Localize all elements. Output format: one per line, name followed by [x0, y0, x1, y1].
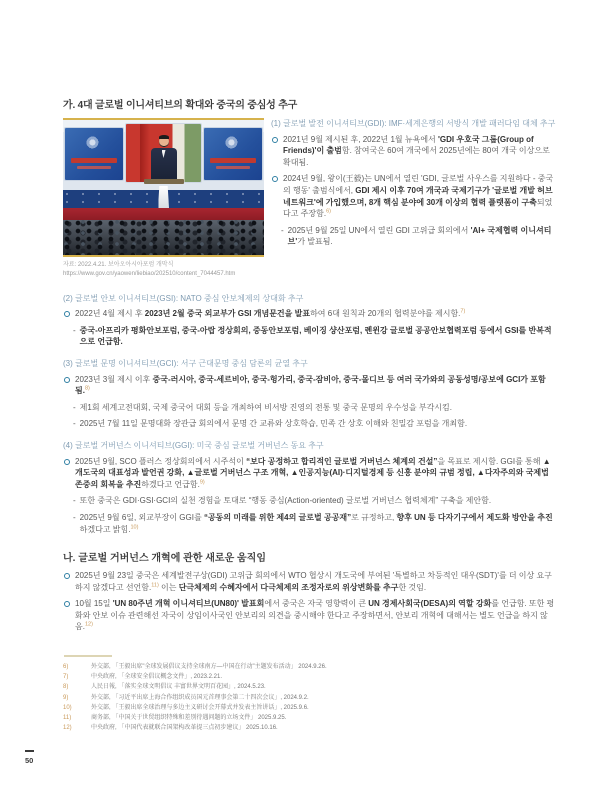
section-gdi-bullets [271, 134, 557, 248]
bullet-text: 2022년 4월 제시 후 2023년 2월 중국 외교부가 GSI 개념문건을 발표하여 6대 원칙과 20개의 협력분야를 제시함.$^{7)}$ [75, 308, 466, 319]
bullet-text: 제1회 세계고전대회, 국제 중국어 대회 등을 개최하여 비서방 진영의 전통 및 중국 문명의 우수성을 부각시킴. [79, 402, 452, 412]
footnote-number: 12) [63, 725, 72, 732]
footnote-item [63, 723, 557, 733]
circle-bullet-icon [64, 377, 70, 383]
podium [158, 186, 169, 208]
page-number: 50 [25, 755, 34, 765]
dash-bullet-icon: - [73, 419, 76, 429]
footnote-item [63, 662, 557, 672]
circle-bullet-icon [64, 601, 70, 607]
bullet-item [271, 173, 557, 219]
bullet-text: 중국-아프리카 평화안보포럼, 중국-아랍 정상회의, 중동안보포럼, 베이징 샹산포럼, 롄윈강 글로벌 공공안보협력포럼 등에서 GSI를 반복적으로 언급함. [79, 325, 552, 347]
bullet-item [63, 308, 557, 320]
circle-bullet-icon [64, 459, 70, 465]
section-gci [63, 358, 557, 430]
section-ggi-bullets [63, 456, 557, 536]
bullet-text: 2025년 9월 23일 중국은 세계발전구상(GDI) 고위급 회의에서 WTO 협상시 개도국에 부여된 '특별하고 차등적인 대우(SDT)'를 더 이상 요구하지 않겠다고 선언함.$^{11)}$ 이는 단극체제의 수혜자에서 다극체제의 조정자로의 위상변화를 추구한 것임. [75, 571, 552, 592]
sub-bullet-item [63, 418, 557, 430]
screen-banner-text [71, 158, 117, 163]
dash-bullet-icon: - [73, 325, 76, 335]
boao-forum-photo [63, 118, 264, 257]
stage-screen-left [65, 128, 123, 180]
boao-logo-icon [225, 136, 241, 152]
stage-red-carpet [63, 208, 264, 220]
sub-bullet-item [63, 325, 557, 348]
footnote-number: 11) [63, 715, 72, 721]
sub-bullet-item [63, 512, 557, 535]
screen-banner-text [210, 158, 256, 163]
sub-bullet-item [63, 495, 557, 507]
bullet-item [63, 456, 557, 491]
footnote-text: 外交部, 「王毅出席"全球发展倡议支持全球南方—中国在行动"主题发布活动」 2024.9.26. [91, 664, 327, 671]
section-ggi-title: (4) 글로벌 거버넌스 이니셔티브(GGI): 미국 중심 글로벌 거버넌스 동요 추구 [63, 440, 324, 450]
footnote-separator [64, 655, 112, 657]
bullet-text: 2023년 3월 제시 이후 중국-러시아, 중국-세르비아, 중국-헝가리, 중국-잠비아, 중국-몰디브 등 여러 국가와의 공동성명/공보에 GCI가 포함됨.$^{8)}$ [75, 374, 546, 396]
footnote-item [63, 693, 557, 703]
footnote-text: 外交部, 「习近平出席上海合作组织成员国元首理事会第二十四次会议」, 2024.9.2. [91, 694, 309, 701]
china-flag [140, 124, 150, 182]
circle-bullet-icon [64, 311, 70, 317]
sub-bullet-item [63, 402, 557, 414]
bullet-text: 2025년 9월, SCO 플러스 정상회의에서 시주석이 “보다 공정하고 합리적인 글로벌 거버넌스 체계의 건설”을 목표로 제시함. GGI를 통해 ▲개도국의 대표성과 발언권 강화, ▲글로벌 거버넌스 구조 개혁, ▲인공지능(AI)·디지털경제 등 신흥 분야의 규범 정립, ▲다자주의와 국제법 존중의 회복을 추진하겠다고 언급함.$^{9)}$ [75, 456, 551, 489]
boao-logo-icon [86, 136, 102, 152]
bullet-text: 2021년 9월 제시된 후, 2022년 1월 뉴욕에서 'GDI 우호국 그룹(Group of Friends)'이 출범함. 참여국은 60여 개국에서 2025년에는 80여 개국 이상으로 확대됨. [283, 134, 550, 167]
footnote-text: 外交部, 「王毅出席全球治理与多边主义研讨会开幕式并发表主旨讲话」, 2025.9.6. [91, 704, 309, 711]
section-a-heading: 가. 4대 글로벌 이니셔티브의 확대와 중국의 중심성 추구 [63, 100, 298, 111]
circle-bullet-icon [272, 176, 278, 182]
section-gdi-title: (1) 글로벌 발전 이니셔티브(GDI): IMF·세계은행의 서방식 개발 패러다임 대체 추구 [271, 119, 556, 128]
bullet-text: 2025년 7월 11일 문명대화 장관급 회의에서 문명 간 교류와 상호학습, 민족 간 상호 이해와 친밀감 포럼을 개최함. [79, 419, 468, 429]
screen-banner-subtext [77, 166, 111, 169]
bullet-text: 2024년 9월, 왕이(王毅)는 UN에서 열린 'GDI, 글로벌 사우스를 지원하다 - 중국의 행동' 출범식에서, GDI 제시 이후 70여 개국과 국제기구가 '글로벌 개발 허브 네트워크'에 가입했으며, 8개 핵심 분야에 30개 이상의 협력 플랫폼이 구축되었다고 주장함.$^{6)}$ [283, 174, 554, 219]
footnote-list [63, 662, 557, 733]
footnote-number: 10) [63, 704, 72, 711]
bullet-item [63, 598, 557, 633]
bullet-text: 또한 중국은 GDI·GSI·GCI의 실천 경험을 토대로 “행동 중심(Action-oriented) 글로벌 거버넌스 협력체계” 구축을 제안함. [79, 496, 492, 506]
photo-figure [63, 118, 264, 280]
photo-caption-url: https://www.gov.cn/yaowen/liebiao/202510/content_7044457.htm [63, 271, 236, 278]
bullet-text: 2025년 9월 6일, 외교부장이 GGI를 “공동의 미래를 위한 제4의 글로벌 공공재”로 규정하고, 향후 UN 등 다자기구에서 제도화 방안을 추진하겠다고 밝힘.$^{10)}$ [79, 512, 553, 534]
stage-screen-center [126, 124, 201, 182]
bullet-text: 2025년 9월 25일 UN에서 열린 GDI 고위급 회의에서 'AI+ 국제협력 이니셔티브'가 발표됨. [287, 225, 552, 247]
circle-bullet-icon [64, 573, 70, 579]
dash-bullet-icon: - [73, 512, 76, 522]
screen-banner-subtext [216, 166, 250, 169]
stage-screen-right [204, 128, 262, 180]
dash-bullet-icon: - [73, 402, 76, 412]
footnote-item [63, 713, 557, 723]
section-b-heading: 나. 글로벌 거버넌스 개혁에 관한 새로운 움직임 [63, 553, 266, 565]
section-gsi [63, 293, 557, 348]
dash-bullet-icon: - [281, 225, 284, 235]
page-footer [25, 750, 34, 765]
speaker-on-screen [151, 136, 177, 182]
section-gdi [271, 118, 557, 253]
speaker-hair [159, 135, 169, 139]
footnote-number: 8) [63, 684, 69, 691]
section-gci-bullets [63, 374, 557, 430]
footnote-text: 中央政府, 「中国代表就联合国架构改革提三点初步建议」 2025.10.16. [91, 725, 278, 732]
sub-bullet-item [271, 225, 557, 248]
bullet-text: 10월 15일 'UN 80주년 개혁 이니셔티브(UN80)' 발표회에서 중국은 자국 영향력이 큰 UN 경제사회국(DESA)의 역할 강화를 언급함. 또한 평화와 안보 이슈 관련해선 자국이 상임이사국인 안보리의 의견을 중시해야 한다고 주장하면서, 안보리 개혁에 대해서는 별도 언급을 하지 않음.$^{12)}$ [75, 599, 555, 632]
footnote-text: 中央政府, 「全球安全倡议概念文件」, 2023.2.21. [91, 674, 223, 681]
footnote-number: 7) [63, 674, 69, 681]
top-two-column-area [63, 118, 557, 280]
photo-caption [63, 261, 264, 280]
footnote-text: 商务部, 「中国关于世贸组织特殊和差别待遇问题的立场文件」 2025.9.25. [91, 715, 287, 721]
section-gci-title: (3) 글로벌 문명 이니셔티브(GCI): 서구 근대문명 중심 담론의 균열 추구 [63, 358, 308, 368]
footnote-text: 人民日報, 「落实全球文明倡议 丰富世界文明百花园」, 2024.5.23. [91, 684, 266, 691]
footnote-number: 9) [63, 694, 69, 701]
bullet-item [271, 134, 557, 169]
circle-bullet-icon [272, 137, 278, 143]
section-gsi-title: (2) 글로벌 안보 이니셔티브(GSI): NATO 중심 안보체제의 상대화 추구 [63, 293, 304, 303]
footnote-item [63, 672, 557, 682]
footnote-item [63, 703, 557, 713]
photo-caption-source: 자료: 2022.4.21. 보아오아시아포럼 개막식 [63, 262, 174, 268]
dash-bullet-icon: - [73, 496, 76, 506]
footnote-item [63, 682, 557, 692]
section-gsi-bullets [63, 308, 557, 348]
section-b-bullets [63, 570, 557, 633]
bullet-item [63, 570, 557, 593]
audience-crowd [63, 220, 264, 255]
section-ggi [63, 440, 557, 535]
speaker-desk [144, 179, 184, 184]
page-number-rule [25, 750, 34, 752]
bullet-item [63, 374, 557, 397]
footnote-number: 6) [63, 664, 69, 671]
